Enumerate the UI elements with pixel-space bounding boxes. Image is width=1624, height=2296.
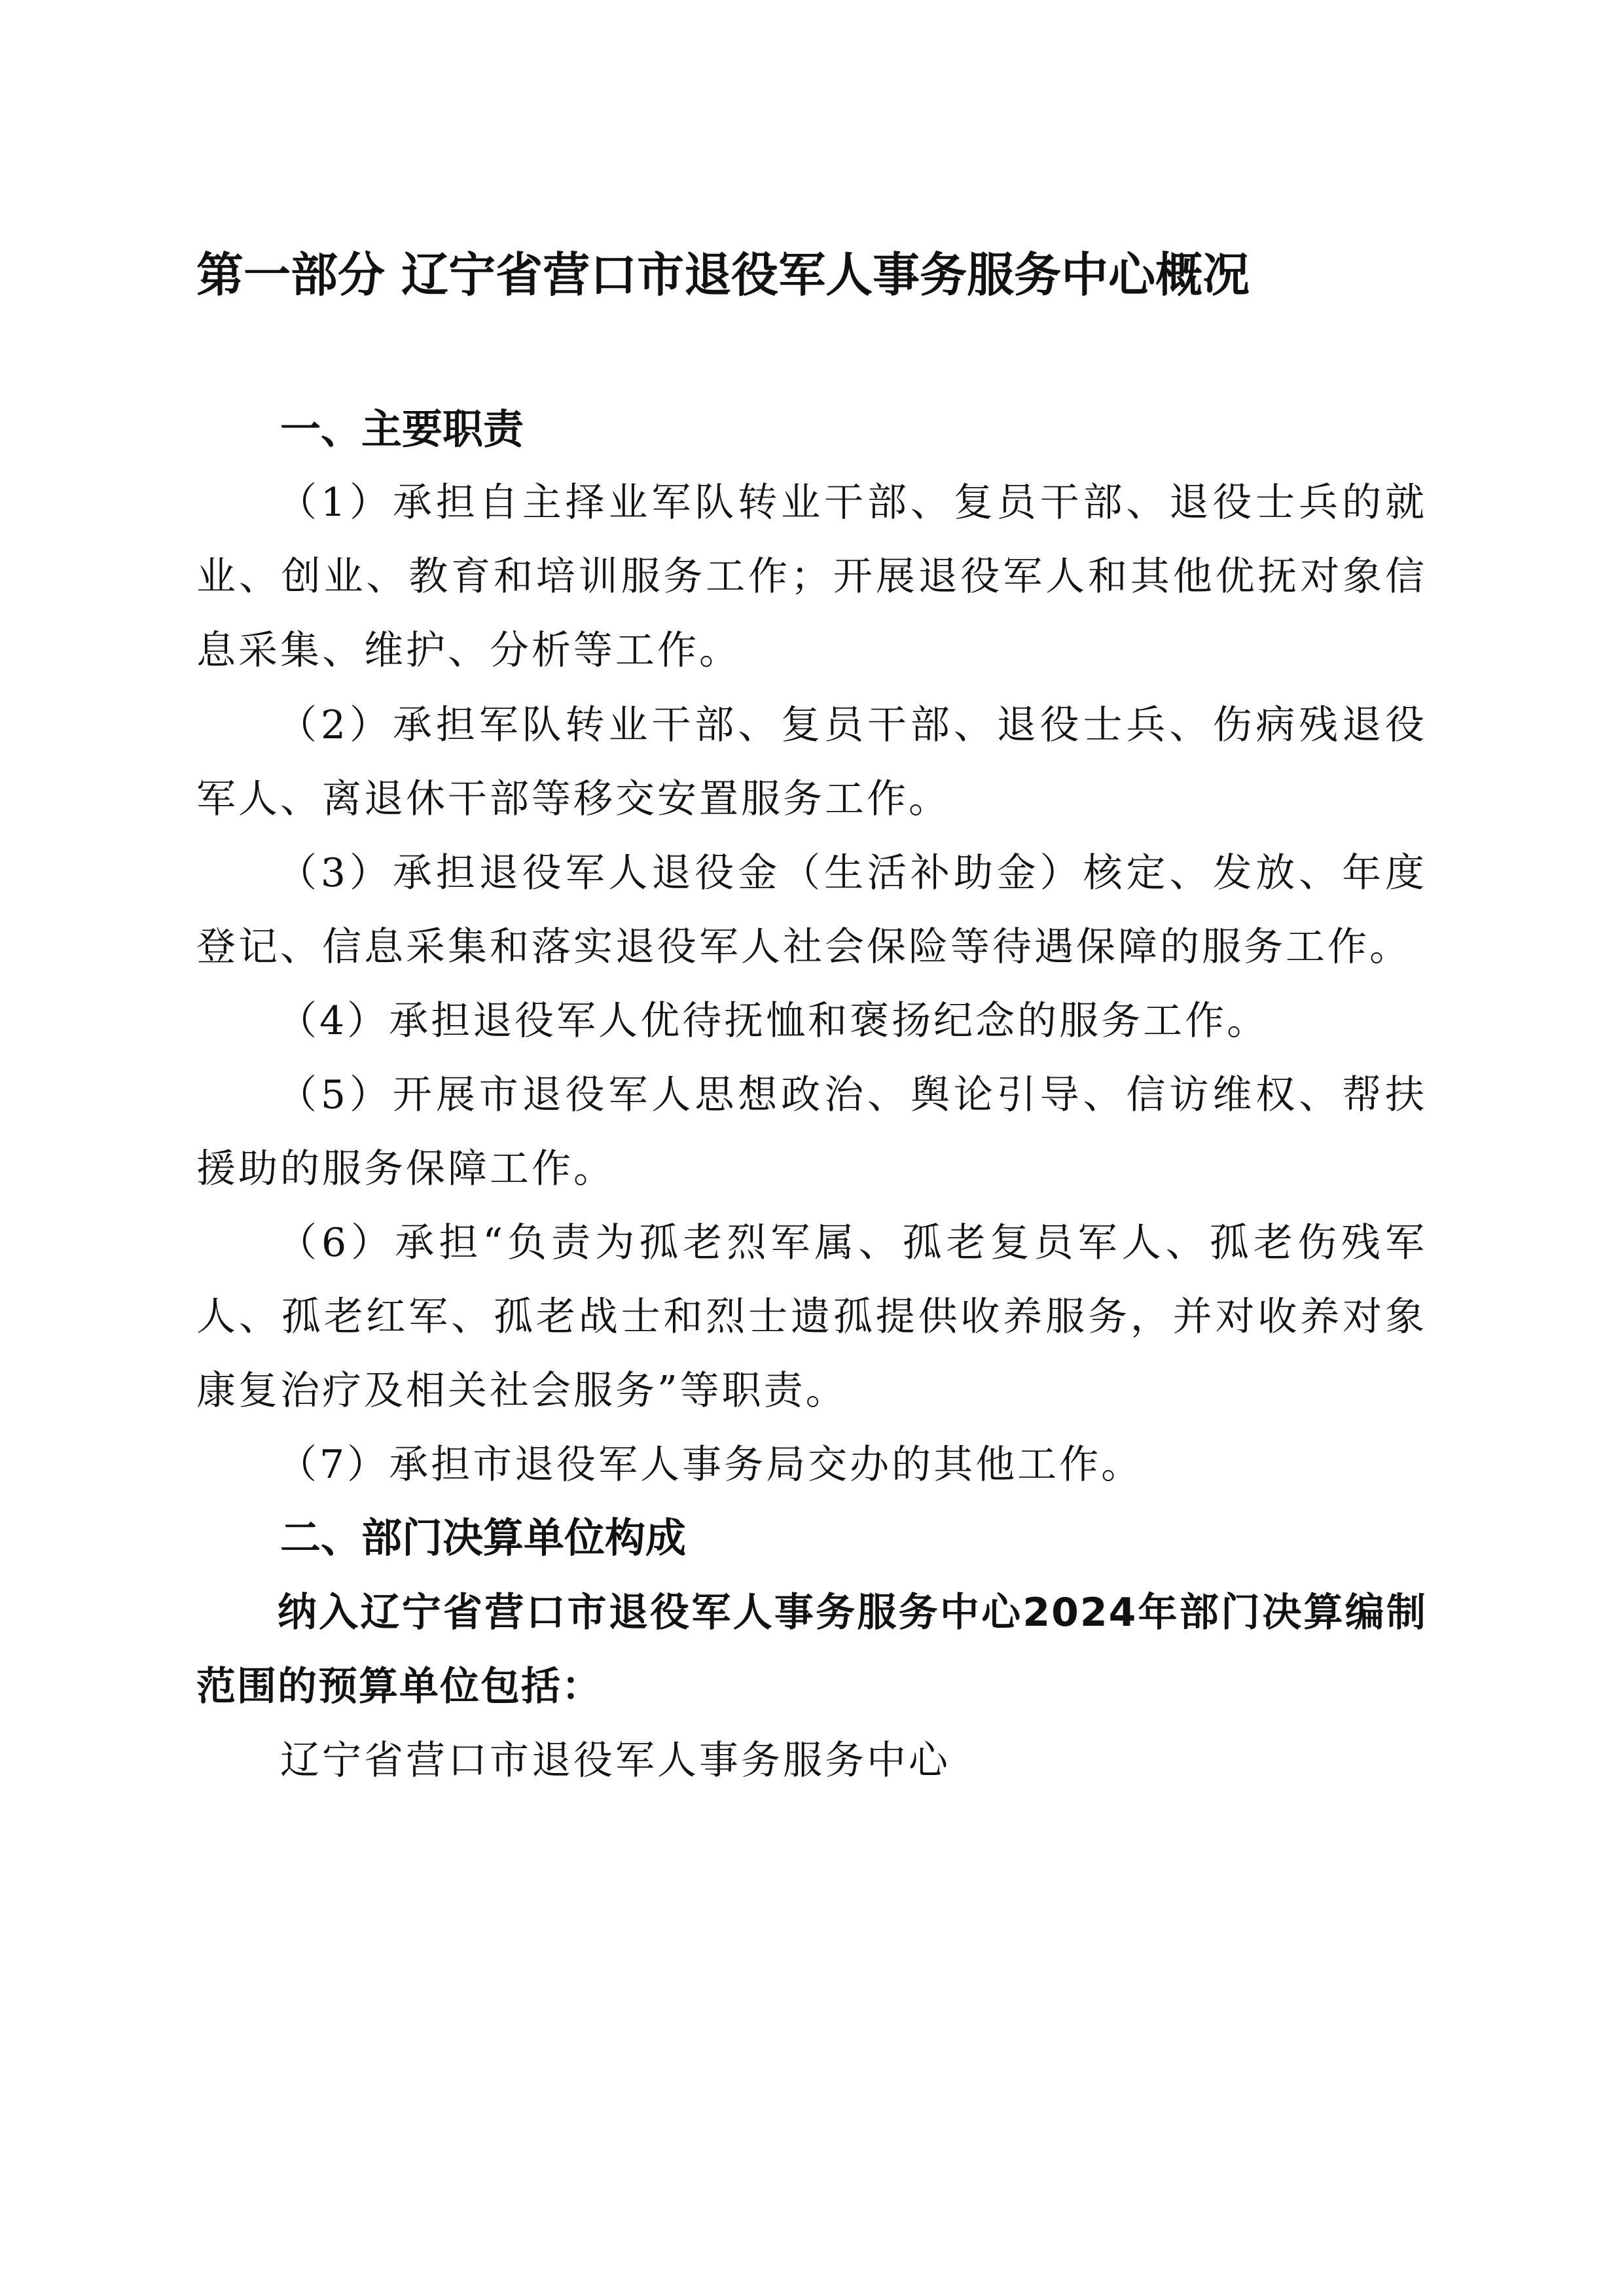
page-title: 第一部分 辽宁省营口市退役军人事务服务中心概况 [196, 247, 1250, 302]
section-heading-units: 二、部门决算单位构成 [280, 1514, 687, 1562]
units-intro: 纳入辽宁省营口市退役军人事务服务中心2024年部门决算编制范围的预算单位包括： [196, 1590, 1427, 1710]
duty-item-2: （2）承担军队转业干部、复员干部、退役士兵、伤病残退役军人、离退休干部等移交安置服务工作。 [196, 702, 1427, 822]
duty-item-1: （1）承担自主择业军队转业干部、复员干部、退役士兵的就业、创业、教育和培训服务工作；开展退役军人和其他优抚对象信息采集、维护、分析等工作。 [196, 480, 1427, 673]
duty-item-4: （4）承担退役军人优待抚恤和褒扬纪念的服务工作。 [278, 998, 1269, 1044]
duty-item-5: （5）开展市退役军人思想政治、舆论引导、信访维权、帮扶援助的服务保障工作。 [196, 1072, 1427, 1192]
unit-name: 辽宁省营口市退役军人事务服务中心 [280, 1738, 950, 1784]
duty-item-6: （6）承担“负责为孤老烈军属、孤老复员军人、孤老伤残军人、孤老红军、孤老战士和烈士遗孤提供收养服务，并对收养对象康复治疗及相关社会服务”等职责。 [196, 1220, 1427, 1414]
duty-item-3: （3）承担退役军人退役金（生活补助金）核定、发放、年度登记、信息采集和落实退役军人社会保险等待遇保障的服务工作。 [196, 850, 1427, 970]
duty-item-7: （7）承担市退役军人事务局交办的其他工作。 [278, 1442, 1144, 1488]
section-heading-duties: 一、主要职责 [280, 405, 524, 453]
